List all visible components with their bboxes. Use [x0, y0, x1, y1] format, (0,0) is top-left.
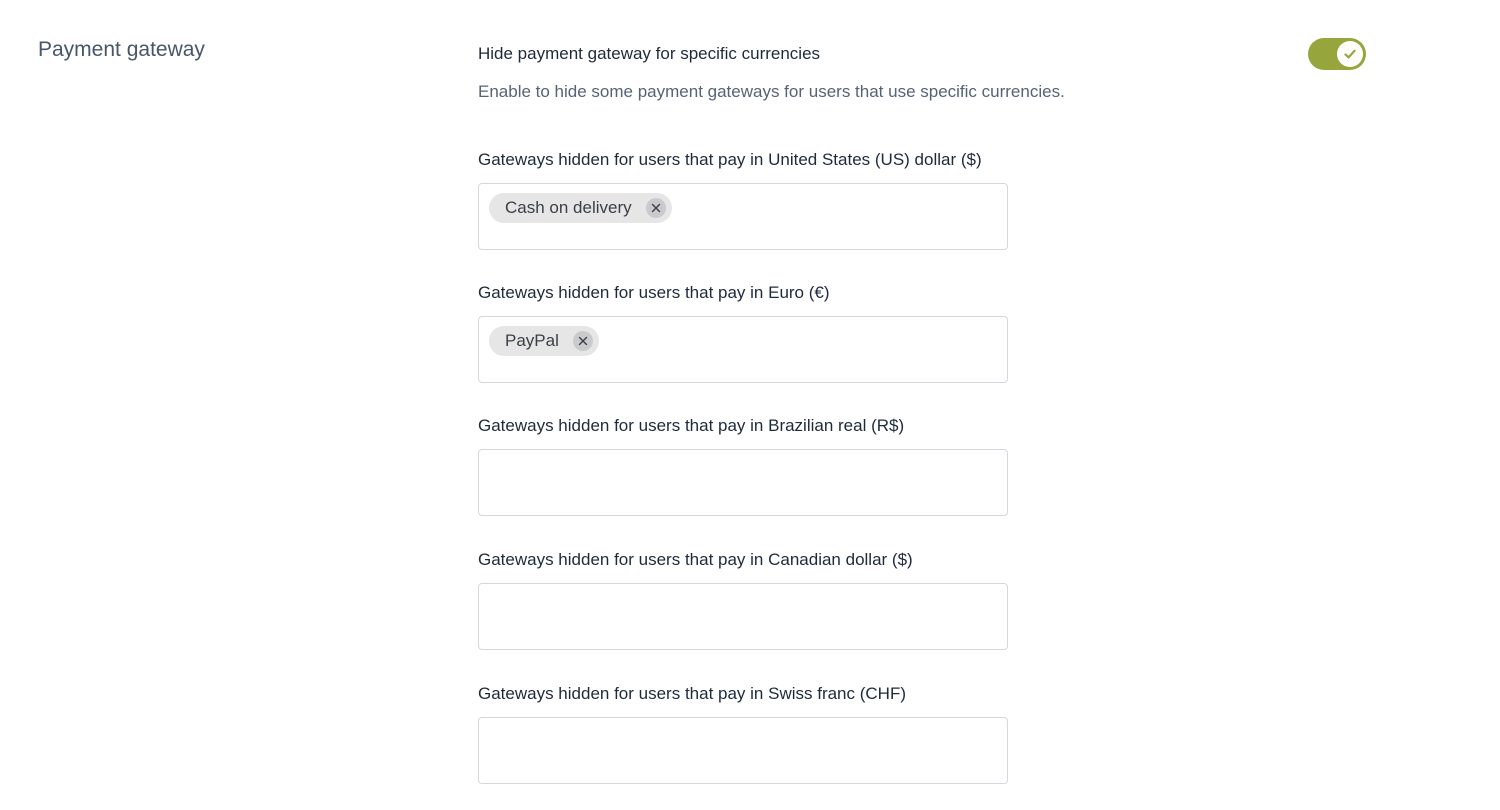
- field-label-brl: Gateways hidden for users that pay in Brazilian real (R$): [478, 416, 905, 435]
- toggle-row: [478, 44, 1366, 68]
- gateway-select-cad[interactable]: [478, 583, 1008, 650]
- field-brl: [478, 415, 1008, 516]
- toggle-description: Enable to hide some payment gateways for users that use specific currencies.: [478, 82, 1065, 101]
- hide-gateway-toggle[interactable]: [1308, 38, 1366, 70]
- field-label-usd: Gateways hidden for users that pay in United States (US) dollar ($): [478, 150, 982, 169]
- chip-paypal: [489, 326, 599, 356]
- chip-cash-on-delivery: [489, 193, 672, 223]
- gateway-select-eur[interactable]: [478, 316, 1008, 383]
- field-label-cad: Gateways hidden for users that pay in Canadian dollar ($): [478, 550, 913, 569]
- field-cad: [478, 549, 1008, 650]
- field-eur: [478, 282, 1008, 383]
- section-title: Payment gateway: [38, 38, 205, 61]
- chip-remove-button[interactable]: [573, 331, 593, 351]
- gateway-select-brl[interactable]: [478, 449, 1008, 516]
- chip-remove-button[interactable]: [646, 198, 666, 218]
- field-usd: [478, 149, 1008, 250]
- field-chf: [478, 683, 1008, 784]
- close-icon: [578, 336, 588, 346]
- toggle-label: Hide payment gateway for specific currencies: [478, 44, 821, 63]
- chip-label: Cash on delivery: [505, 198, 632, 217]
- gateway-select-chf[interactable]: [478, 717, 1008, 784]
- check-icon: [1343, 47, 1357, 61]
- close-icon: [651, 203, 661, 213]
- toggle-knob: [1337, 41, 1363, 67]
- chip-label: PayPal: [505, 331, 559, 350]
- field-label-eur: Gateways hidden for users that pay in Euro (€): [478, 283, 830, 302]
- gateway-select-usd[interactable]: [478, 183, 1008, 250]
- field-label-chf: Gateways hidden for users that pay in Swiss franc (CHF): [478, 684, 906, 703]
